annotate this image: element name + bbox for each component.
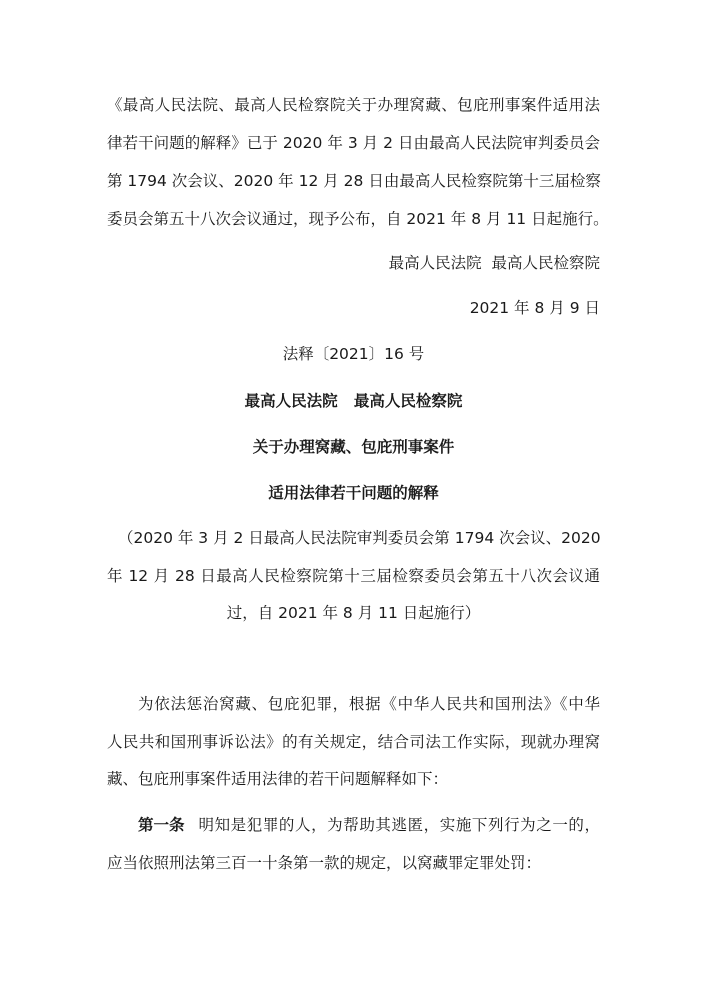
preamble-line-2: 人民共和国刑事诉讼法》的有关规定，结合司法工作实际，现就办理窝	[107, 733, 600, 751]
adoption-note-line-2: 年 12 月 28 日最高人民检察院第十三届检察委员会第五十八次会议通	[107, 567, 600, 585]
article-1-first-line	[138, 815, 600, 835]
preamble-line-1: 为依法惩治窝藏、包庇犯罪，根据《中华人民共和国刑法》《中华	[138, 695, 600, 713]
adoption-note-line-1: （2020 年 3 月 2 日最高人民法院审判委员会第 1794 次会议、2020	[118, 529, 601, 547]
article-1-label: 第一条	[138, 816, 185, 834]
article-1-line-1: 明知是犯罪的人，为帮助其逃匿，实施下列行为之一的，	[198, 816, 600, 834]
document-title-line-1: 最高人民法院 最高人民检察院	[244, 392, 463, 410]
document-title-line-2: 关于办理窝藏、包庇刑事案件	[252, 438, 455, 456]
notice-line-2: 律若干问题的解释》已于 2020 年 3 月 2 日由最高人民法院审判委员会	[107, 134, 600, 152]
notice-signature: 最高人民法院 最高人民检察院	[388, 254, 600, 272]
notice-date: 2021 年 8 月 9 日	[469, 299, 600, 317]
adoption-note-line-3: 过，自 2021 年 8 月 11 日起施行）	[226, 604, 481, 622]
preamble-line-3: 藏、包庇刑事案件适用法律的若干问题解释如下：	[107, 770, 449, 788]
article-1-line-2: 应当依照刑法第三百一十条第一款的规定，以窝藏罪定罪处罚：	[107, 854, 542, 872]
notice-line-1: 《最高人民法院、最高人民检察院关于办理窝藏、包庇刑事案件适用法	[107, 96, 600, 114]
notice-line-3: 第 1794 次会议、2020 年 12 月 28 日由最高人民检察院第十三届检察	[107, 172, 601, 190]
notice-line-4: 委员会第五十八次会议通过，现予公布，自 2021 年 8 月 11 日起施行。	[107, 210, 609, 228]
document-title-line-3: 适用法律若干问题的解释	[268, 484, 439, 502]
document-number: 法释〔2021〕16 号	[282, 345, 425, 363]
